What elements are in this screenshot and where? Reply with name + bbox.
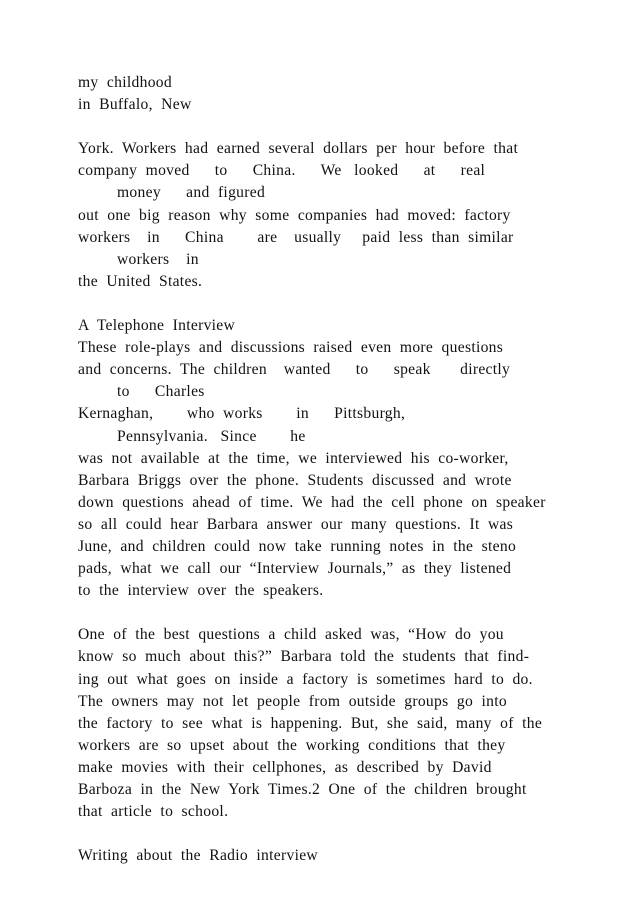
text-line: workers in: [117, 250, 199, 268]
text-line: was not available at the time, we interviewed his co-worker,: [78, 449, 509, 467]
text-line: to Charles: [117, 383, 205, 401]
paragraph-gap: [78, 823, 578, 845]
text-line: Writing about the Radio interview: [78, 847, 318, 865]
text-line: the United States.: [78, 272, 203, 290]
text-line: Barbara Briggs over the phone. Students discussed and wrote: [78, 471, 512, 489]
paragraph-gap: [78, 293, 578, 315]
text-line: my childhood: [78, 74, 172, 91]
text-line: pads, what we call our “Interview Journals,” as they listened: [78, 560, 512, 578]
text-line: Barboza in the New York Times.2 One of the children brought: [78, 781, 527, 798]
text-line: Kernaghan, who works in Pittsburgh,: [78, 405, 406, 423]
paragraph-gap: [78, 602, 578, 624]
text-line: Pennsylvania. Since he: [117, 427, 306, 445]
paragraph-2: [78, 138, 578, 293]
paragraph-5: [78, 845, 578, 867]
paragraph-gap: [78, 116, 578, 138]
text-line: workers are so upset about the working conditions that they: [78, 736, 506, 754]
text-line: money and figured: [117, 184, 266, 202]
text-line: York. Workers had earned several dollars per hour before that: [78, 140, 519, 158]
paragraph-3: [78, 315, 578, 602]
paragraph-4: [78, 624, 578, 823]
text-line: ing out what goes on inside a factory is sometimes hard to do.: [78, 670, 533, 688]
text-line: June, and children could now take running notes in the steno: [78, 537, 517, 555]
text-line: that article to school.: [78, 803, 229, 821]
text-line: The owners may not let people from outside groups go into: [78, 692, 507, 710]
document-page: [78, 72, 578, 867]
text-line: workers in China are usually paid less than similar: [78, 228, 514, 246]
text-line: make movies with their cellphones, as described by David: [78, 758, 492, 776]
text-line: and concerns. The children wanted to speak directly: [78, 361, 511, 379]
paragraph-1: [78, 72, 578, 116]
text-line: so all could hear Barbara answer our many questions. It was: [78, 515, 514, 533]
text-line: to the interview over the speakers.: [78, 582, 324, 600]
text-line: company moved to China. We looked at real: [78, 162, 486, 180]
text-line: the factory to see what is happening. But, she said, many of the: [78, 714, 543, 732]
text-line: in Buffalo, New: [78, 96, 192, 114]
text-line: These role-plays and discussions raised even more questions: [78, 339, 504, 357]
text-line: know so much about this?” Barbara told the students that find-: [78, 648, 530, 666]
text-line: A Telephone Interview: [78, 317, 236, 335]
text-line: One of the best questions a child asked was, “How do you: [78, 626, 504, 644]
text-line: out one big reason why some companies had moved: factory: [78, 206, 511, 224]
text-line: down questions ahead of time. We had the cell phone on speaker: [78, 493, 546, 511]
